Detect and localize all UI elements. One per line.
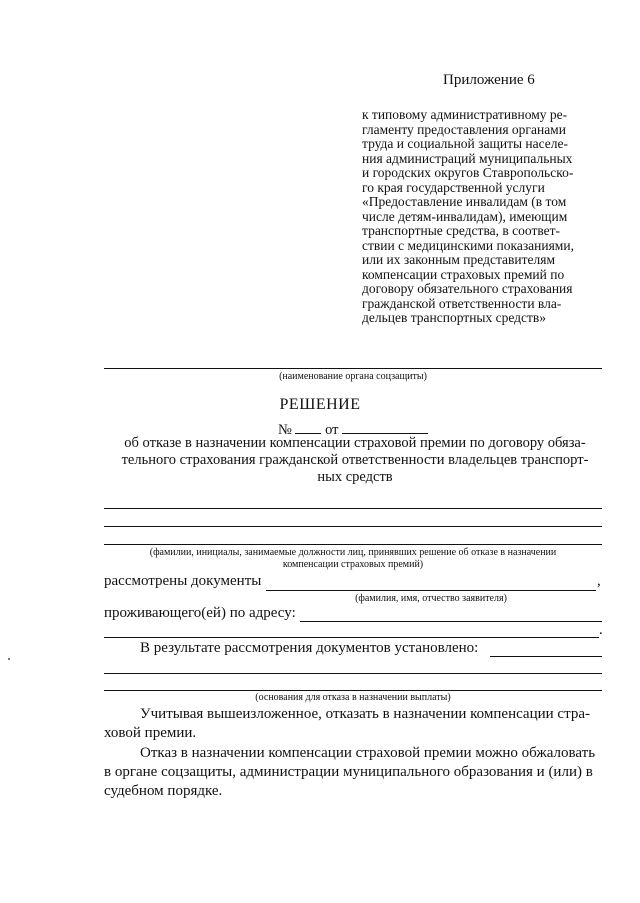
- applicant-caption: (фамилия, имя, отчество заявителя): [355, 593, 507, 604]
- officials-line-1: [104, 508, 602, 509]
- decision-subject: об отказе в назначении компенсации страховой премии по договору обяза- тельного страхования гражданской ответственности владельцев транспорт- ных средств: [121, 435, 589, 485]
- organ-name-line: [104, 368, 602, 369]
- organ-caption: (наименование органа соцзащиты): [279, 371, 427, 382]
- officials-caption: (фамилии, инициалы, занимаемые должности лиц, принявших решение об отказе в назначении компенсации страховых премий): [149, 547, 557, 570]
- officials-line-2: [104, 526, 602, 527]
- applicant-line: [266, 590, 596, 591]
- conclusion-paragraph: Учитывая вышеизложенное, отказать в назначении компенсации стра- ховой премии.: [104, 706, 590, 741]
- address-end: .: [599, 622, 603, 638]
- scan-speck: [8, 658, 10, 660]
- address-label: проживающего(ей) по адресу:: [104, 605, 296, 621]
- result-line-2: [104, 673, 602, 674]
- review-result: В результате рассмотрения документов установлено:: [140, 640, 479, 656]
- appeal-paragraph: Отказ в назначении компенсации страховой премии можно обжаловать в органе соцзащиты, администрации муниципального образования и (или) в судебном порядке.: [104, 745, 596, 799]
- number-sign: №: [278, 422, 292, 438]
- officials-line-3: [104, 544, 602, 545]
- number-blank: [295, 433, 321, 434]
- appendix-text: к типовому административному ре- гламенту предоставления органами труда и социальной защиты населе- ния администраций муниципальных и городских округов Ставропольско- го края государственной услуги «Предоставление инвалидам (в том числе детям-инвалидам), имеющим транспортные средства, в соответ- ствии с медицинскими показаниями, или их законным представителям компенсации страховых премий по договору обязательного страхования гражданской ответственности вла- дельцев транспортных средств»: [362, 107, 574, 325]
- grounds-caption: (основания для отказа в назначении выплаты): [255, 692, 451, 703]
- from-word: от: [325, 422, 339, 438]
- appendix-title: Приложение 6: [443, 72, 535, 88]
- result-line-3: [104, 690, 602, 691]
- decision-title: РЕШЕНИЕ: [279, 396, 361, 413]
- address-line-1: [300, 621, 602, 622]
- reviewed-comma: ,: [597, 573, 601, 589]
- reviewed-label: рассмотрены документы: [104, 573, 262, 589]
- address-line-2: [104, 637, 599, 638]
- date-blank: [342, 433, 428, 434]
- result-line-1: [490, 656, 602, 657]
